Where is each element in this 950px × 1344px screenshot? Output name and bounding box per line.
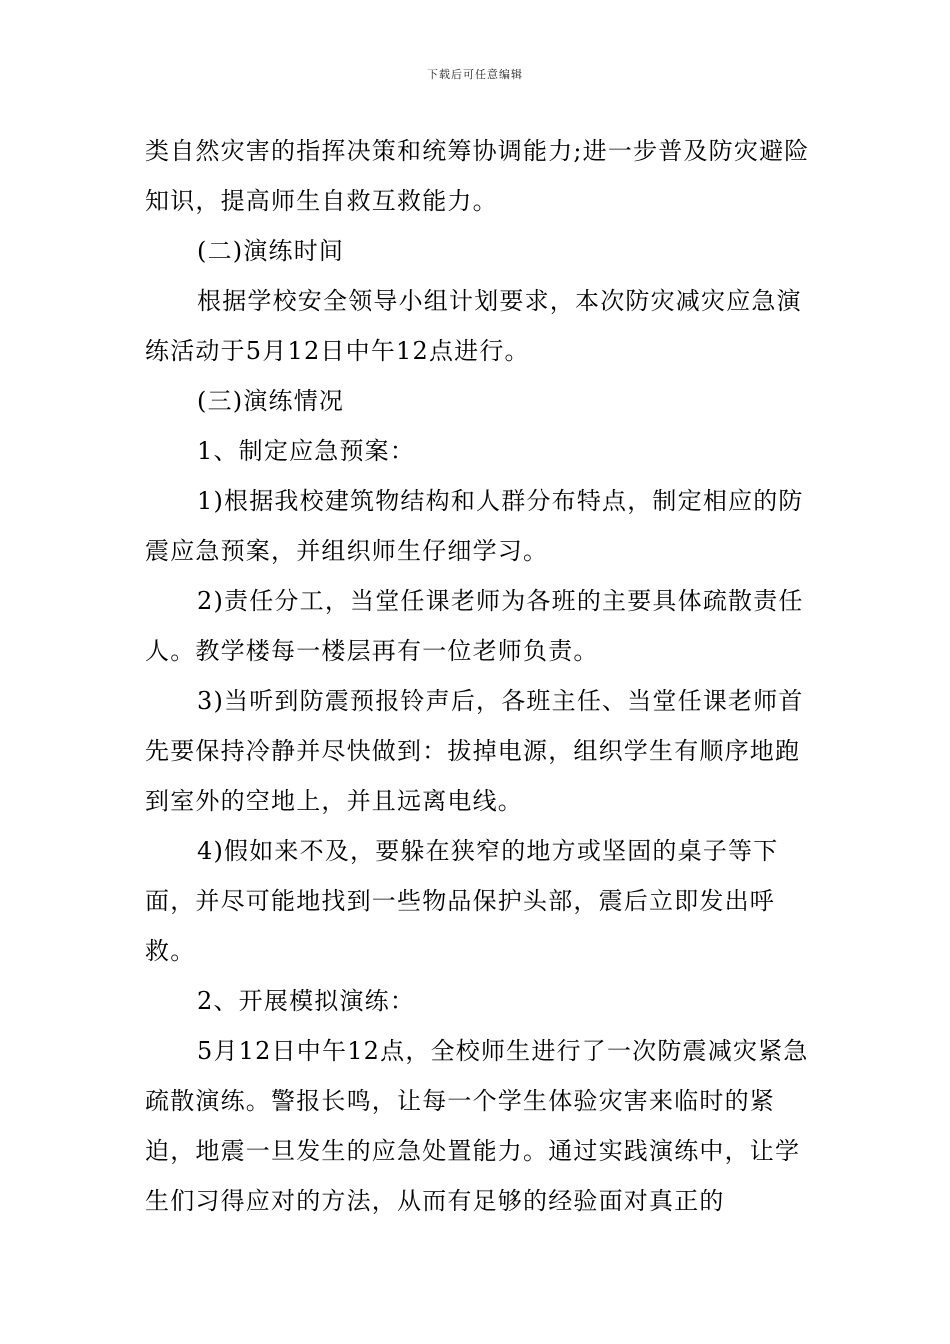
section-heading-situation: (三)演练情况 — [197, 387, 345, 415]
list-item-4: 4)假如来不及，要躲在狭窄的地方或坚固的桌子等下面，并尽可能地找到一些物品保护头部，震后立即发出呼救。 — [145, 837, 779, 965]
section-heading-time: (二)演练时间 — [197, 237, 345, 265]
list-item-2: 2)责任分工，当堂任课老师为各班的主要具体疏散责任人。教学楼每一楼层再有一位老师负责。 — [145, 587, 804, 665]
list-item-1: 1)根据我校建筑物结构和人群分布特点，制定相应的防震应急预案，并组织师生仔细学习。 — [145, 487, 804, 565]
subheading-plan: 1、制定应急预案： — [197, 437, 416, 465]
document-body — [145, 126, 810, 1226]
subheading-drill: 2、开展模拟演练： — [197, 987, 416, 1015]
page-header-note: 下载后可任意编辑 — [427, 68, 523, 81]
paragraph-drill: 5月12日中午12点，全校师生进行了一次防震减灾紧急疏散演练。警报长鸣，让每一个学生体验灾害来临时的紧迫，地震一旦发生的应急处置能力。通过实践演练中，让学生们习得应对的方法，从而有足够的经验面对真正的 — [145, 1037, 809, 1215]
list-item-3: 3)当听到防震预报铃声后，各班主任、当堂任课老师首先要保持冷静并尽快做到：拔掉电源，组织学生有顺序地跑到室外的空地上，并且远离电线。 — [145, 687, 804, 815]
paragraph-time: 根据学校安全领导小组计划要求，本次防灾减灾应急演练活动于5月12日中午12点进行。 — [145, 287, 802, 365]
paragraph-continuation: 类自然灾害的指挥决策和统筹协调能力;进一步普及防灾避险知识，提高师生自救互救能力。 — [145, 137, 810, 215]
